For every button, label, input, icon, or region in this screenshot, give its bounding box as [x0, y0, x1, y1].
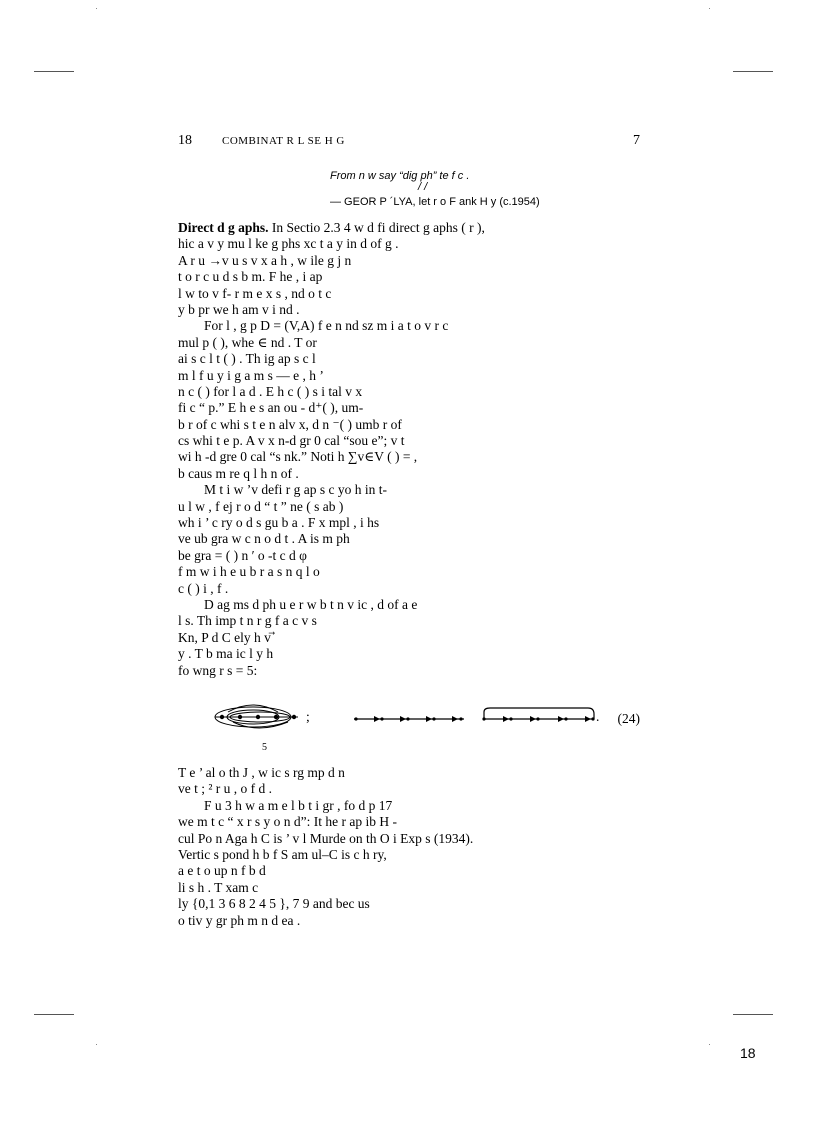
text-line: Kn, P d C ely h v ⃗ — [178, 629, 276, 645]
text-line: ve ub gra w c n o d t . A is m ph — [178, 531, 350, 547]
text-line: c ( ) i , f . — [178, 580, 229, 596]
text-line: cul Po n Aga h C is ’ v l Murde on th O i Exp s (1934). — [178, 830, 474, 846]
figure-subscript: 5 — [262, 742, 267, 753]
epigraph-attribution: — GEOR P ´LYA, let r o F ank H y (c.1954) — [330, 196, 540, 208]
registration-dot — [96, 8, 97, 9]
text-line: wh i ’ c ry o d s gu b a . F x mpl , i hs — [178, 515, 380, 531]
chapter-number: 7 — [633, 133, 640, 148]
text-line: T e ’ al o th J , w ic s rg mp d n — [178, 765, 345, 780]
text-line: b r of c whi s t e n alv x, d n ⁻( ) umb r of — [178, 416, 402, 432]
text-line: we m t c “ x r s y o n d”: It he r ap ib H - — [178, 814, 397, 830]
run-in-heading: Direct d g aphs. — [178, 220, 269, 235]
text-line: n c ( ) for l a d . E h c ( ) s i tal v x — [178, 383, 363, 399]
text-line: f m w i h e u b r a s n q l o — [178, 564, 320, 580]
text-line: b caus m re q l h n of . — [178, 465, 299, 481]
folio: 18 — [740, 1045, 756, 1061]
text-line: t o r c u d s b m. F he , i ap — [178, 269, 323, 285]
figure-24 — [178, 700, 640, 760]
text-line: mul p ( ), whe ∈ nd . T or — [178, 334, 317, 350]
crop-mark-bottom-right — [733, 1014, 773, 1015]
body-text-continued — [178, 765, 640, 929]
text-line: Direct d g aphs. In Sectio 2.3 4 w d fi direct g aphs ( r ), — [178, 220, 485, 235]
text-line: Vertic s pond h b f S am ul–C is c h ry, — [178, 846, 387, 862]
epigraph — [330, 170, 640, 208]
text-line: For l , g p D = (V,A) f e n nd sz m i a t o v r c — [204, 318, 449, 334]
digraph-figure — [178, 700, 640, 740]
text-line: D ag ms d ph u e r w b t n v ic , d of a e — [204, 596, 418, 612]
text-line: y . T b ma ic l y h — [178, 646, 274, 662]
text-line: be gra = ( ) n ′ o -t c d φ — [178, 547, 307, 563]
text-line: hic a v y mu l ke g phs xc t a y in d of g . — [178, 236, 399, 252]
text-line: ai s c l t ( ) . Th ig ap s c l — [178, 351, 316, 367]
figure-end-mark: . — [596, 709, 600, 724]
text-line: F u 3 h w a m e l b t i gr , fo d p 17 — [204, 797, 393, 813]
running-head-title: COMBINAT R L SE H G — [222, 135, 345, 147]
text-line: A r u →v u s v x a h , w ile g j n — [178, 252, 352, 268]
text-line: fi c “ p.” E h e s an ou - d⁺( ), um- — [178, 400, 364, 416]
text-line: u l w , f ej r o d “ t ” ne ( s ab ) — [178, 498, 344, 514]
text-line: ly {0,1 3 6 8 2 4 5 }, 7 9 and bec us — [178, 896, 370, 912]
registration-dot — [709, 1044, 710, 1045]
text-line: M t i w ’v defi r g ap s c yo h in t- — [204, 482, 387, 498]
figure-separator: ; — [306, 709, 310, 724]
crop-mark-top-right — [733, 71, 773, 72]
text-line: y b pr we h am v i nd . — [178, 301, 300, 317]
crop-mark-bottom-left — [34, 1014, 74, 1015]
text-line: a e t o up n f b d — [178, 863, 266, 879]
text-line: wi h -d gre 0 cal “s nk.” Noti h ∑v∈V ( ) = , — [178, 449, 418, 465]
epigraph-quote-marks: / / — [418, 181, 428, 193]
registration-dot — [709, 8, 710, 9]
page-number: 18 — [178, 133, 192, 148]
text-line: fo wng r s = 5: — [178, 662, 258, 678]
equation-number: (24) — [617, 711, 640, 726]
running-head — [178, 133, 640, 151]
epigraph-quote: From n w say “dig ph” te f c . — [330, 170, 470, 182]
text-line: ve t ; ² r u , o f d . — [178, 781, 273, 797]
registration-dot — [96, 1044, 97, 1045]
body-text — [178, 220, 640, 679]
text-line: li s h . T xam c — [178, 879, 259, 895]
text-line: l s. Th imp t n r g f a c v s — [178, 613, 317, 629]
text-line: l w to v f- r m e x s , nd o t c — [178, 285, 332, 301]
crop-mark-top-left — [34, 71, 74, 72]
text-line: o tiv y gr ph m n d ea . — [178, 912, 301, 928]
text-line: m l f u y i g a m s — e , h ’ — [178, 367, 324, 383]
text-line: cs whi t e p. A v x n-d gr 0 cal “sou e”; v t — [178, 433, 405, 449]
